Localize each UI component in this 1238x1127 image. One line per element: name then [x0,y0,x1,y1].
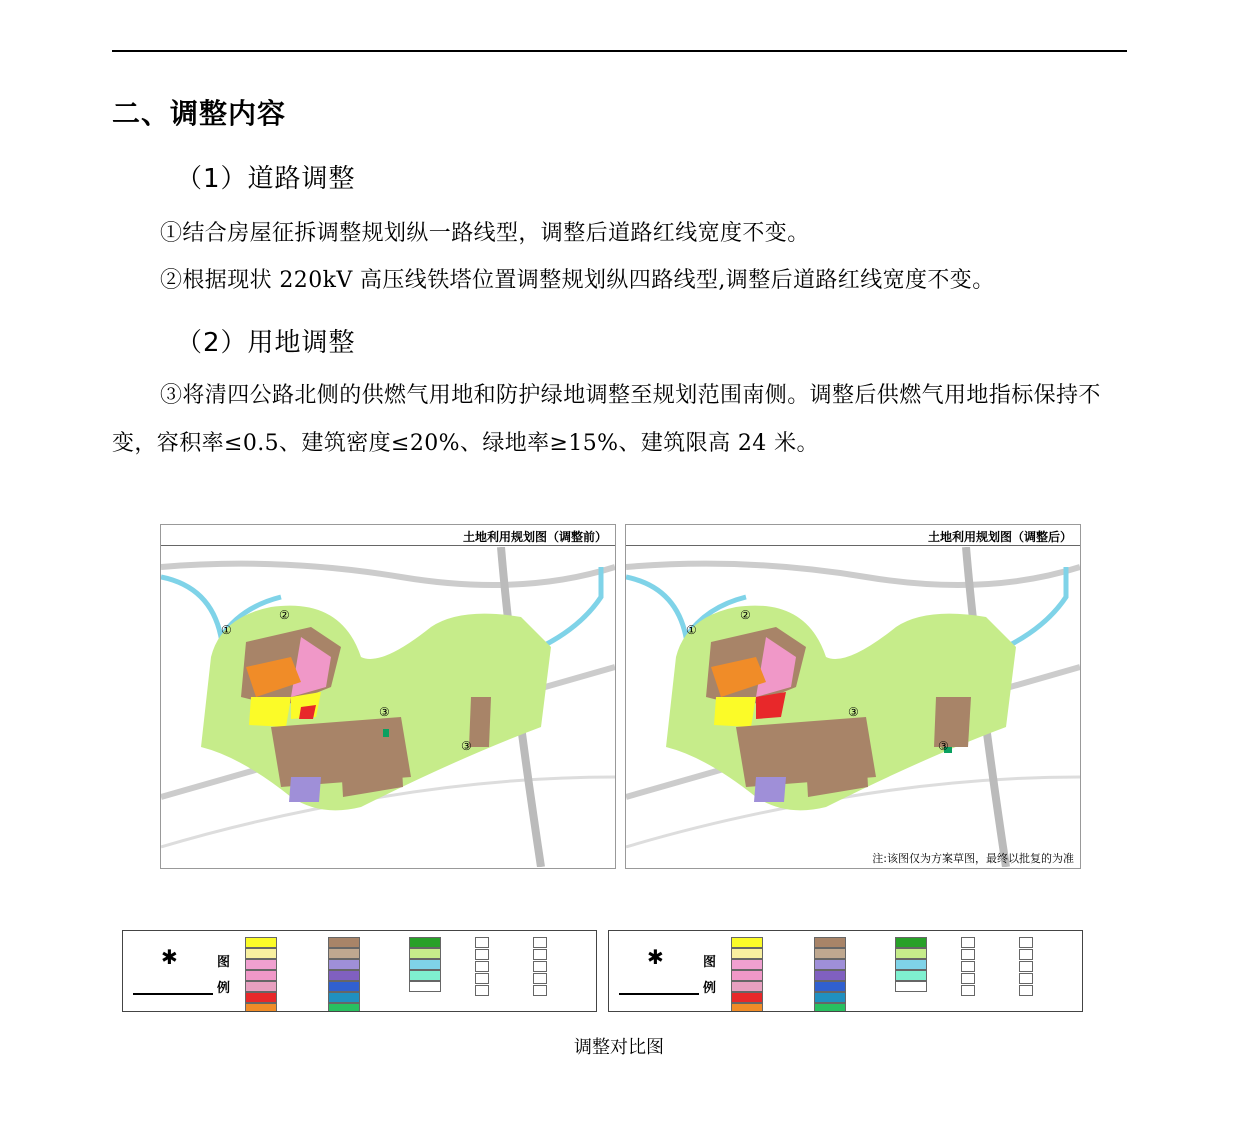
legend-label-bottom: 例 [703,981,717,996]
legend-label-bottom: 例 [217,981,231,996]
subheading-land: （2）用地调整 [176,328,356,358]
marker-3a: ③ [848,705,859,719]
paragraph-2-text: ②根据现状 220kV 高压线铁塔位置调整规划纵四路线型,调整后道路红线宽度不变。 [160,268,995,293]
header-rule [112,50,1127,52]
legend-label-top: 图 [217,955,231,970]
section-heading: 二、调整内容 [112,97,287,130]
map-after [625,524,1081,869]
map-after-title: 土地利用规划图（调整后） [927,530,1072,544]
marker-2: ② [279,608,290,622]
subheading-road: （1）道路调整 [176,164,356,194]
marker-3b: ③ [461,739,472,753]
legend-label-top: 图 [703,955,717,970]
map-before [160,524,616,869]
marker-1: ① [686,623,697,637]
figure-caption: 调整对比图 [574,1037,664,1058]
marker-3a: ③ [379,705,390,719]
paragraph-1-text: ①结合房屋征拆调整规划纵一路线型，调整后道路红线宽度不变。 [160,221,810,246]
legend-right [608,930,1083,1012]
marker-2: ② [740,608,751,622]
paragraph-2 [112,257,1128,305]
paragraph-3-text: ③将清四公路北侧的供燃气用地和防护绿地调整至规划范围南侧。调整后供燃气用地指标保持不变，容积率≤0.5、建筑密度≤20%、绿地率≥15%、建筑限高 24 米。 [112,383,1101,456]
map-before-title: 土地利用规划图（调整前） [462,530,607,544]
marker-1: ① [221,623,232,637]
scale-bar [619,993,699,995]
map-note: 注:该图仅为方案草图，最终以批复的为准 [872,852,1074,865]
paragraph-3 [112,372,1128,468]
legend-left [122,930,597,1012]
north-arrow-icon: ✱ [161,945,178,969]
paragraph-1 [112,210,1128,258]
scale-bar [133,993,213,995]
marker-3b: ③ [938,739,949,753]
north-arrow-icon: ✱ [647,945,664,969]
